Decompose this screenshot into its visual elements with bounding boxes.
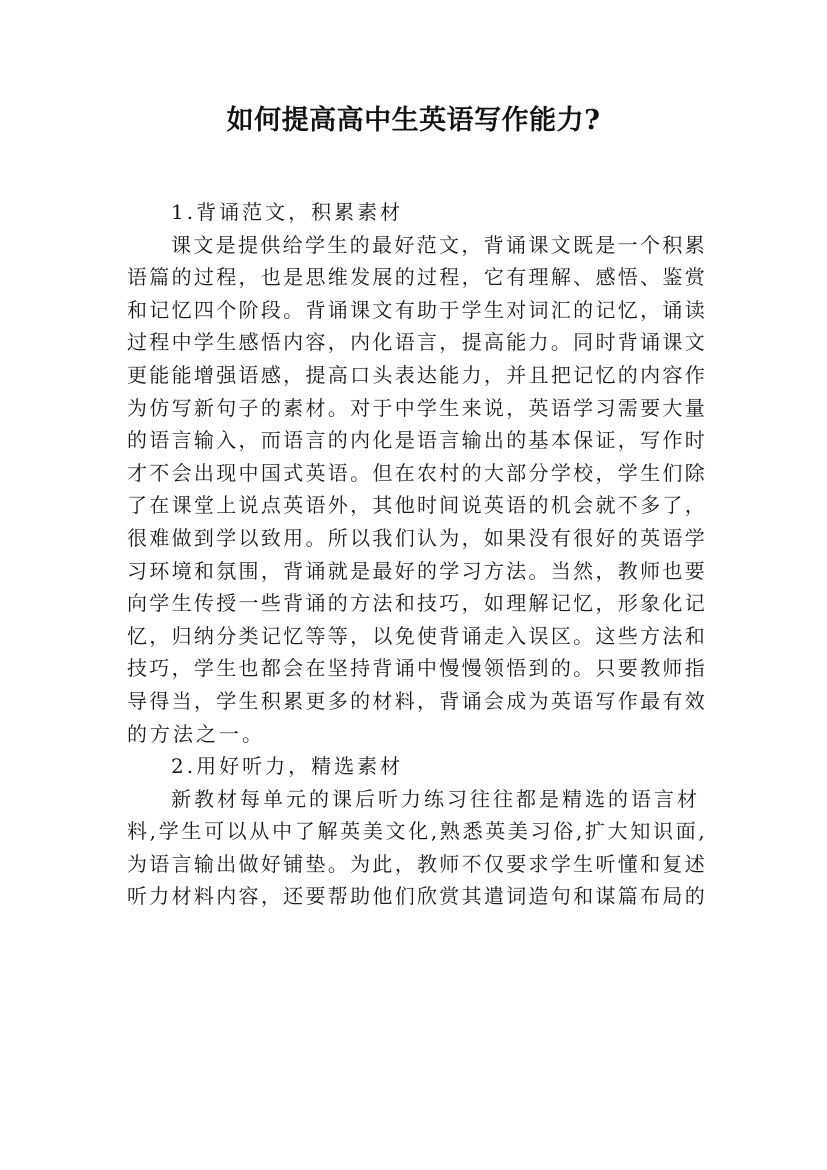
paragraph-line: 了在课堂上说点英语外，其他时间说英语的机会就不多了， bbox=[127, 493, 707, 518]
paragraph-line: 为语言输出做好铺垫。为此，教师不仅要求学生听懂和复述 bbox=[127, 851, 707, 876]
paragraph-line: 和记忆四个阶段。背诵课文有助于学生对词汇的记忆，诵读 bbox=[127, 297, 707, 322]
paragraph-line: 习环境和氛围，背诵就是最好的学习方法。当然，教师也要 bbox=[127, 558, 707, 583]
paragraph-line: 的方法之一。 bbox=[127, 721, 265, 746]
paragraph-line: 料,学生可以从中了解英美文化,熟悉英美习俗,扩大知识面, bbox=[127, 819, 708, 844]
paragraph-line: 新教材每单元的课后听力练习往往都是精选的语言材 bbox=[171, 786, 700, 811]
paragraph-line: 的语言输入，而语言的内化是语言输出的基本保证，写作时 bbox=[127, 428, 707, 453]
document-title: 如何提高高中生英语写作能力? bbox=[226, 105, 601, 136]
paragraph-line: 听力材料内容，还要帮助他们欣赏其遣词造句和谋篇布局的 bbox=[127, 884, 707, 909]
paragraph-line: 忆，归纳分类记忆等等，以免使背诵走入误区。这些方法和 bbox=[127, 623, 707, 648]
paragraph-line: 为仿写新句子的素材。对于中学生来说，英语学习需要大量 bbox=[127, 395, 707, 420]
paragraph-line: 过程中学生感悟内容，内化语言，提高能力。同时背诵课文 bbox=[127, 330, 707, 355]
paragraph-line: 技巧，学生也都会在坚持背诵中慢慢领悟到的。只要教师指 bbox=[127, 656, 707, 681]
paragraph-line: 2.用好听力，精选素材 bbox=[171, 754, 404, 779]
paragraph-line: 很难做到学以致用。所以我们认为，如果没有很好的英语学 bbox=[127, 525, 707, 550]
paragraph-line: 更能能增强语感，提高口头表达能力，并且把记忆的内容作 bbox=[127, 362, 707, 387]
paragraph-line: 语篇的过程，也是思维发展的过程，它有理解、感悟、鉴赏 bbox=[127, 265, 707, 290]
paragraph-line: 课文是提供给学生的最好范文，背诵课文既是一个积累 bbox=[171, 232, 707, 257]
paragraph-line: 导得当，学生积累更多的材料，背诵会成为英语写作最有效 bbox=[127, 688, 707, 713]
paragraph-line: 向学生传授一些背诵的方法和技巧，如理解记忆，形象化记 bbox=[127, 591, 707, 616]
paragraph-line: 才不会出现中国式英语。但在农村的大部分学校，学生们除 bbox=[127, 460, 707, 485]
document-body bbox=[127, 196, 707, 913]
paragraph-line: 1.背诵范文，积累素材 bbox=[171, 200, 404, 224]
